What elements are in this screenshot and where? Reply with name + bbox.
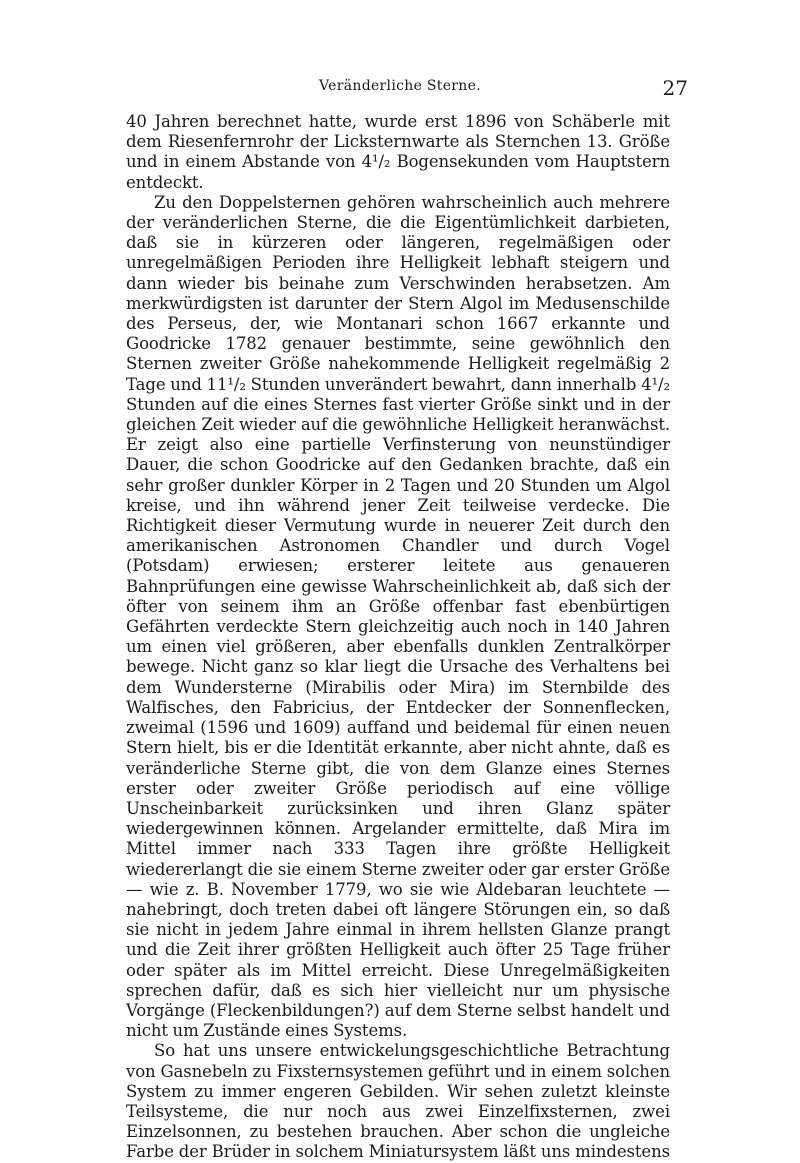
paragraph-1: 40 Jahren berechnet hatte, wurde erst 1896 von Schäberle mit dem Riesenfernrohr der Licksternwarte als Sternchen 13. Größe und in einem Abstande von 4¹/₂ Bogensekunden vom Hauptstern entdeckt. [126,112,670,192]
running-head: Veränderliche Sterne. [319,78,481,94]
page-header [120,76,688,100]
page-number: 27 [662,76,688,100]
body-text [126,112,670,1163]
paragraph-3: So hat uns unsere entwickelungsgeschichtliche Betrachtung von Gasnebeln zu Fixsternsystemen geführt und in einem solchen System zu immer engeren Gebilden. Wir sehen zuletzt kleinste Teilsysteme, die nur noch aus zwei Einzelfixsternen, zwei Einzelsonnen, zu bestehen brauchen. Aber schon die ungleiche Farbe der Brüder in solchem Miniatursystem läßt uns mindestens [126,1041,670,1162]
paragraph-2: Zu den Doppelsternen gehören wahrscheinlich auch mehrere der veränderlichen Sterne, die die Eigentümlichkeit darbieten, daß sie in kürzeren oder längeren, regelmäßigen oder unregelmäßigen Perioden ihre Helligkeit lebhaft steigern und dann wieder bis beinahe zum Verschwinden herabsetzen. Am merkwürdigsten ist darunter der Stern Algol im Medusenschilde des Perseus, der, wie Montanari schon 1667 erkannte und Goodricke 1782 genauer bestimmte, seine gewöhnlich den Sternen zweiter Größe nahekommende Helligkeit regelmäßig 2 Tage und 11¹/₂ Stunden unverändert bewahrt, dann innerhalb 4¹/₂ Stunden auf die eines Sternes fast vierter Größe sinkt und in der gleichen Zeit wieder auf die gewöhnliche Helligkeit heranwächst. Er zeigt also eine partielle Verfinsterung von neunstündiger Dauer, die schon Goodricke auf den Gedanken brachte, daß ein sehr großer dunkler Körper in 2 Tagen und 20 Stunden um Algol kreise, und ihn während jener Zeit teilweise verdecke. Die Richtigkeit dieser Vermutung wurde in neuerer Zeit durch den amerikanischen Astronomen Chandler und durch Vogel (Potsdam) erwiesen; ersterer leitete aus genaueren Bahnprüfungen eine gewisse Wahrscheinlichkeit ab, daß sich der öfter von seinem ihm an Größe offenbar fast ebenbürtigen Gefährten verdeckte Stern gleichzeitig auch noch in 140 Jahren um einen viel größeren, aber ebenfalls dunklen Zentralkörper bewege. Nicht ganz so klar liegt die Ursache des Verhaltens bei dem Wundersterne (Mirabilis oder Mira) im Sternbilde des Walfisches, den Fabricius, der Entdecker der Sonnenflecken, zweimal (1596 und 1609) auffand und beidemal für einen neuen Stern hielt, bis er die Identität erkannte, aber nicht ahnte, daß es veränderliche Sterne gibt, die von dem Glanze eines Sternes erster oder zweiter Größe periodisch auf eine völlige Unscheinbarkeit zurücksinken und ihren Glanz später wiedergewinnen können. Argelander ermittelte, daß Mira im Mittel immer nach 333 Tagen ihre größte Helligkeit wiedererlangt die sie einem Sterne zweiter oder gar erster Größe — wie z. B. November 1779, wo sie wie Aldebaran leuchtete — nahebringt, doch treten dabei oft längere Störungen ein, so daß sie nicht in jedem Jahre einmal in ihrem hellsten Glanze prangt und die Zeit ihrer größten Helligkeit auch öfter 25 Tage früher oder später als im Mittel erreicht. Diese Unregelmäßigkeiten sprechen dafür, daß es sich hier vielleicht nur um physische Vorgänge (Fleckenbildungen?) auf dem Sterne selbst handelt und nicht um Zustände eines Systems. [126,192,670,1041]
